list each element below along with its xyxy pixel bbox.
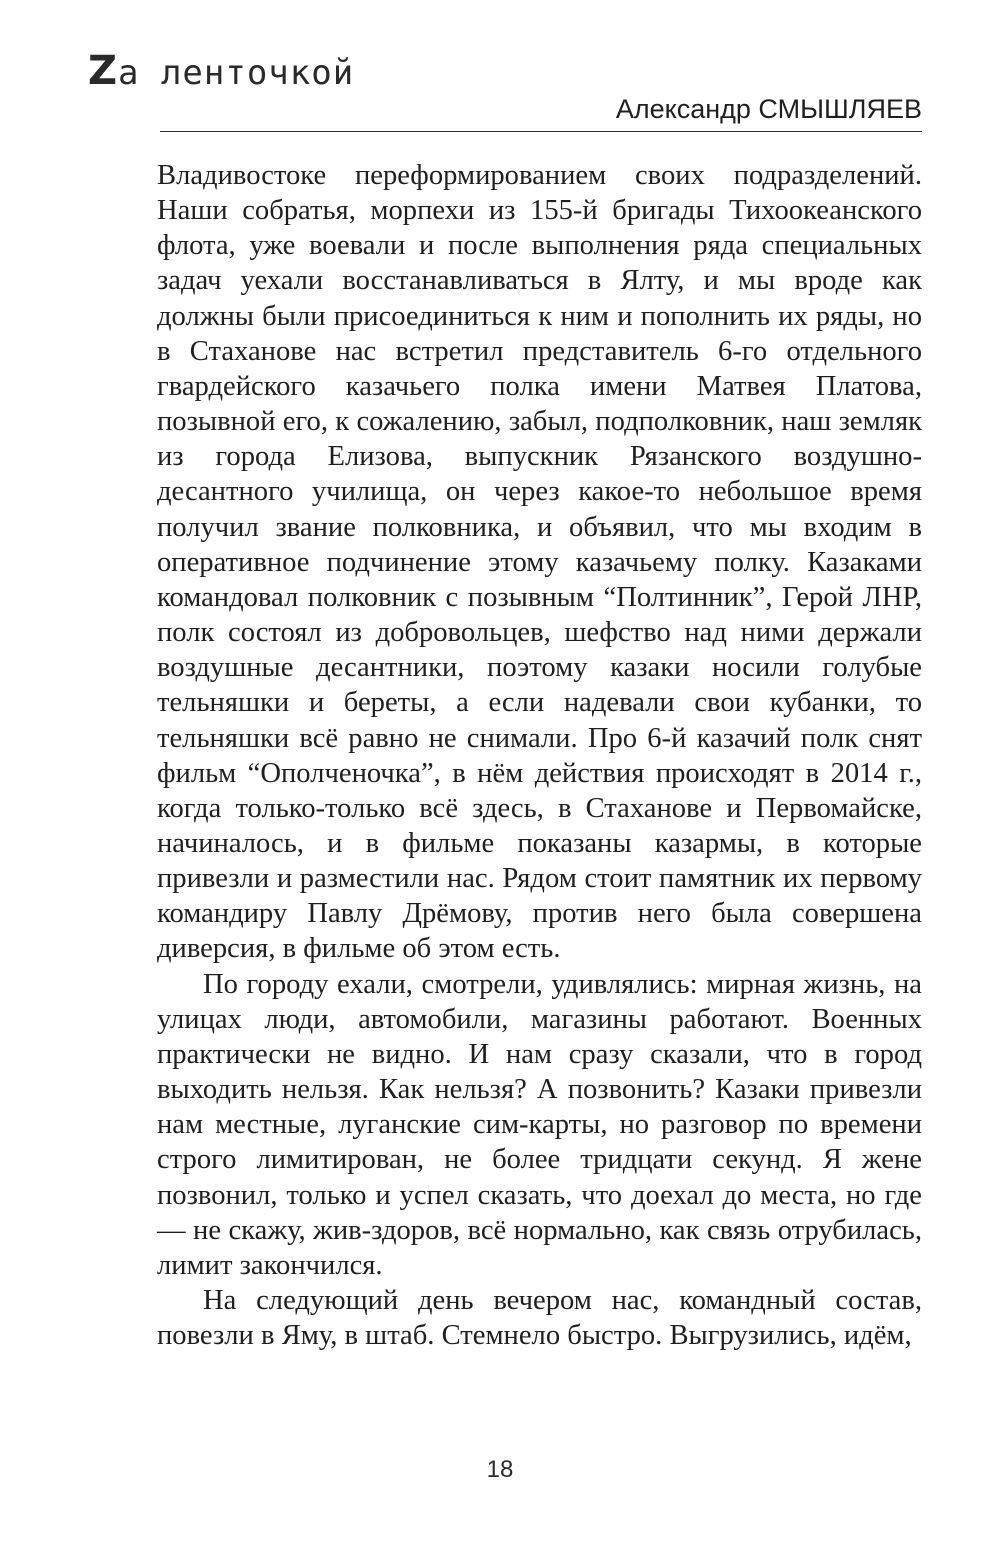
paragraph: Владивостоке переформированием своих подразделений. Наши собратья, морпехи из 155-й бригады Тихоокеанского флота, уже воевали и после выполнения ряда специальных задач уехали восстанавливаться в Ялту, и мы вроде как должны были присоединиться к ним и пополнить их ряды, но в Стаханове нас встретил представитель 6-го отдельного гвардейского казачьего полка имени Матвея Платова, позывной его, к сожалению, забыл, подполковник, наш земляк из города Елизова, выпускник Рязанского воздушно-десантного училища, он через какое-то небольшое время получил звание полковника, и объявил, что мы входим в оперативное подчинение этому казачьему полку. Казаками командовал полковник с позывным “Полтинник”, Герой ЛНР, полк состоял из добровольцев, шефство над ними держали воздушные десантники, поэтому казаки носили голубые тельняшки и береты, а если надевали свои кубанки, то тельняшки всё равно не снимали. Про 6-й казачий полк снят фильм “Ополченочка”, в нём действия происходят в 2014 г., когда только-только всё здесь, в Стаханове и Первомайске, начиналось, и в фильме показаны казармы, в которые привезли и разместили нас. Рядом стоит памятник их первому командиру Павлу Дрёмову, против него была совершена диверсия, в фильме об этом есть. — [157, 160, 922, 965]
body-text — [157, 158, 922, 1353]
paragraph: На следующий день вечером нас, командный состав, повезли в Яму, в штаб. Стемнело быстро. Выгрузились, идём, — [157, 1285, 922, 1352]
series-title-rest: а ленточкой — [118, 53, 355, 93]
header-rule — [160, 131, 922, 132]
page-number: 18 — [486, 1456, 514, 1483]
series-title — [88, 48, 354, 94]
series-title-initial: Z — [88, 48, 119, 94]
paragraph: По городу ехали, смотрели, удивлялись: мирная жизнь, на улицах люди, автомобили, магазины работают. Военных практически не видно. И нам сразу сказали, что в город выходить нельзя. Как нельзя? А позвонить? Казаки привезли нам местные, луганские сим-карты, но разговор по времени строго лимитирован, не более тридцати секунд. Я жене позвонил, только и успел сказать, что доехал до места, но где — не скажу, жив-здоров, всё нормально, как связь отрубилась, лимит закончился. — [157, 968, 922, 1281]
author-name: Александр СМЫШЛЯЕВ — [615, 94, 922, 124]
